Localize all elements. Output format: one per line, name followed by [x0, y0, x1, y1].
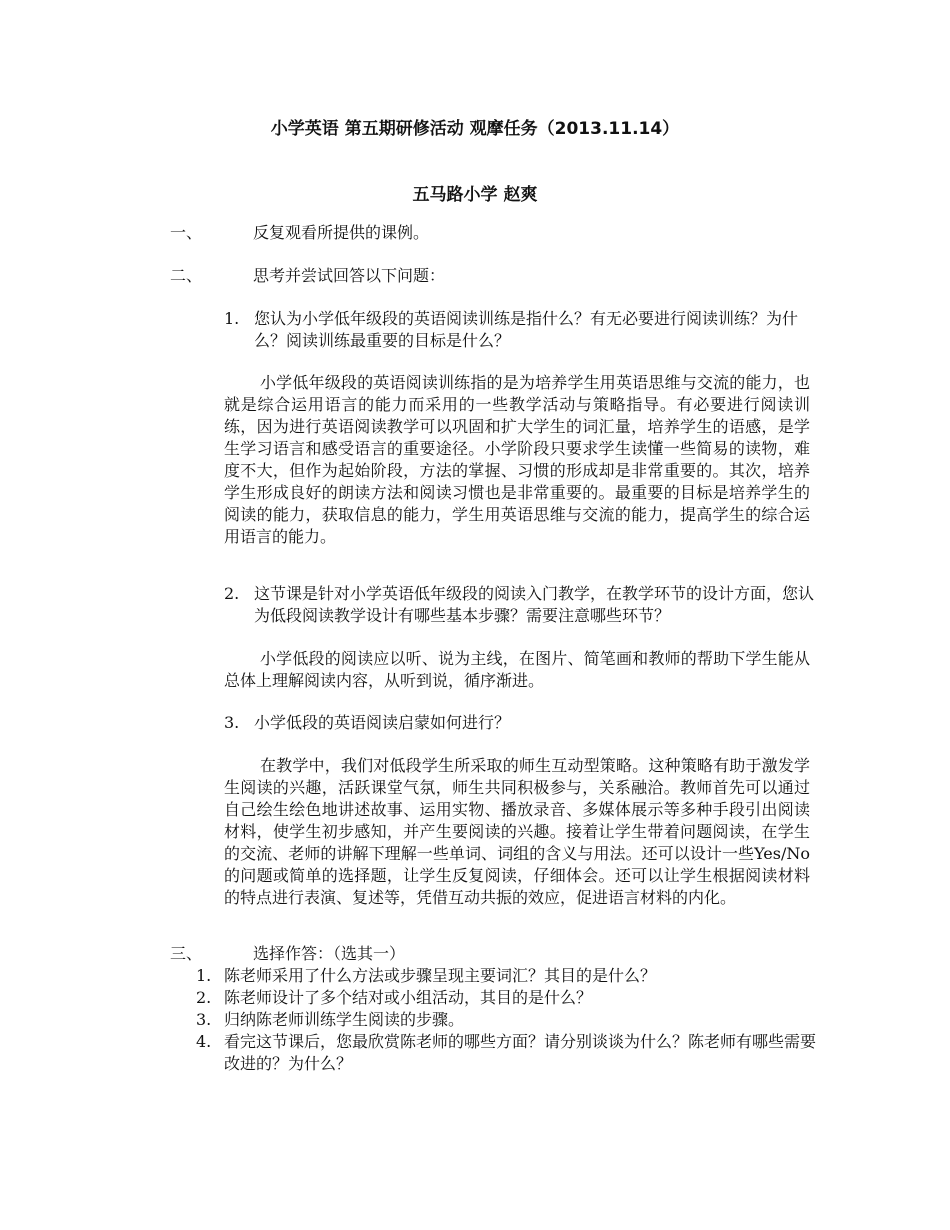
section-number: 一、	[170, 223, 203, 242]
task-text: 看完这节课后，您最欣赏陈老师的哪些方面？请分别谈谈为什么？陈老师有哪些需要改进的？为什么？	[224, 1032, 817, 1073]
task-text: 陈老师采用了什么方法或步骤呈现主要词汇？其目的是什么？	[224, 966, 657, 985]
answer-3: 在教学中，我们对低段学生所采取的师生互动型策略。这种策略有助于激发学生阅读的兴趣，活跃课堂气氛，师生共同积极参与，关系融洽。教师首先可以通过自己绘生绘色地讲述故事、运用实物、播放录音、多媒体展示等多种手段引出阅读材料，使学生初步感知，并产生要阅读的兴趣。接着让学生带着问题阅读，在学生的交流、老师的讲解下理解一些单词、词组的含义与用法。还可以设计一些Yes/No 的问题或简单的选择题，让学生反复阅读，仔细体会。还可以让学生根据阅读材料的特点进行表演、复述等，凭借互动共振的效应，促进语言材料的内化。	[224, 756, 810, 907]
document-title: 小学英语 第五期研修活动 观摩任务（2013.11.14）	[270, 119, 680, 139]
section-text: 选择作答：（选其一）	[253, 944, 406, 963]
task-text: 陈老师设计了多个结对或小组活动，其目的是什么？	[224, 988, 593, 1007]
question-text: 小学低段的英语阅读启蒙如何进行？	[254, 713, 511, 732]
answer-1: 小学低年级段的英语阅读训练指的是为培养学生用英语思维与交流的能力，也就是综合运用语言的能力而采用的一些教学活动与策略指导。有必要进行阅读训练，因为进行英语阅读教学可以巩固和扩大学生的词汇量，培养学生的语感，是学生学习语言和感受语言的重要途径。小学阶段只要求学生读懂一些简易的读物，难度不大，但作为起始阶段，方法的掌握、习惯的形成却是非常重要的。其次，培养学生形成良好的朗读方法和阅读习惯也是非常重要的。最重要的目标是培养学生的阅读的能力，获取信息的能力，学生用英语思维与交流的能力，提高学生的综合运用语言的能力。	[224, 373, 810, 546]
question-number: 1.	[224, 309, 240, 328]
task-list	[196, 965, 816, 1075]
task-number: 4.	[196, 1032, 212, 1051]
task-item	[196, 965, 816, 987]
task-item	[196, 987, 816, 1009]
section-text: 反复观看所提供的课例。	[253, 223, 430, 242]
task-number: 3.	[196, 1010, 212, 1029]
question-number: 2.	[224, 584, 240, 603]
task-text: 归纳陈老师训练学生阅读的步骤。	[224, 1010, 465, 1029]
section-text: 思考并尝试回答以下问题：	[253, 266, 446, 285]
question-text: 您认为小学低年级段的英语阅读训练是指什么？有无必要进行阅读训练？为什么？阅读训练最重要的目标是什么？	[254, 309, 799, 350]
task-number: 1.	[196, 966, 212, 985]
answer-2: 小学低段的阅读应以听、说为主线，在图片、简笔画和教师的帮助下学生能从总体上理解阅读内容，从听到说，循序渐进。	[224, 649, 810, 690]
task-item	[196, 1009, 816, 1031]
task-item	[196, 1031, 816, 1075]
task-number: 2.	[196, 988, 212, 1007]
question-text: 这节课是针对小学英语低年级段的阅读入门教学，在教学环节的设计方面，您认为低段阅读教学设计有哪些基本步骤？需要注意哪些环节？	[254, 584, 815, 625]
section-number: 三、	[170, 944, 203, 963]
author-line: 五马路小学 赵爽	[412, 185, 538, 205]
section-number: 二、	[170, 266, 203, 285]
question-number: 3.	[224, 713, 240, 732]
